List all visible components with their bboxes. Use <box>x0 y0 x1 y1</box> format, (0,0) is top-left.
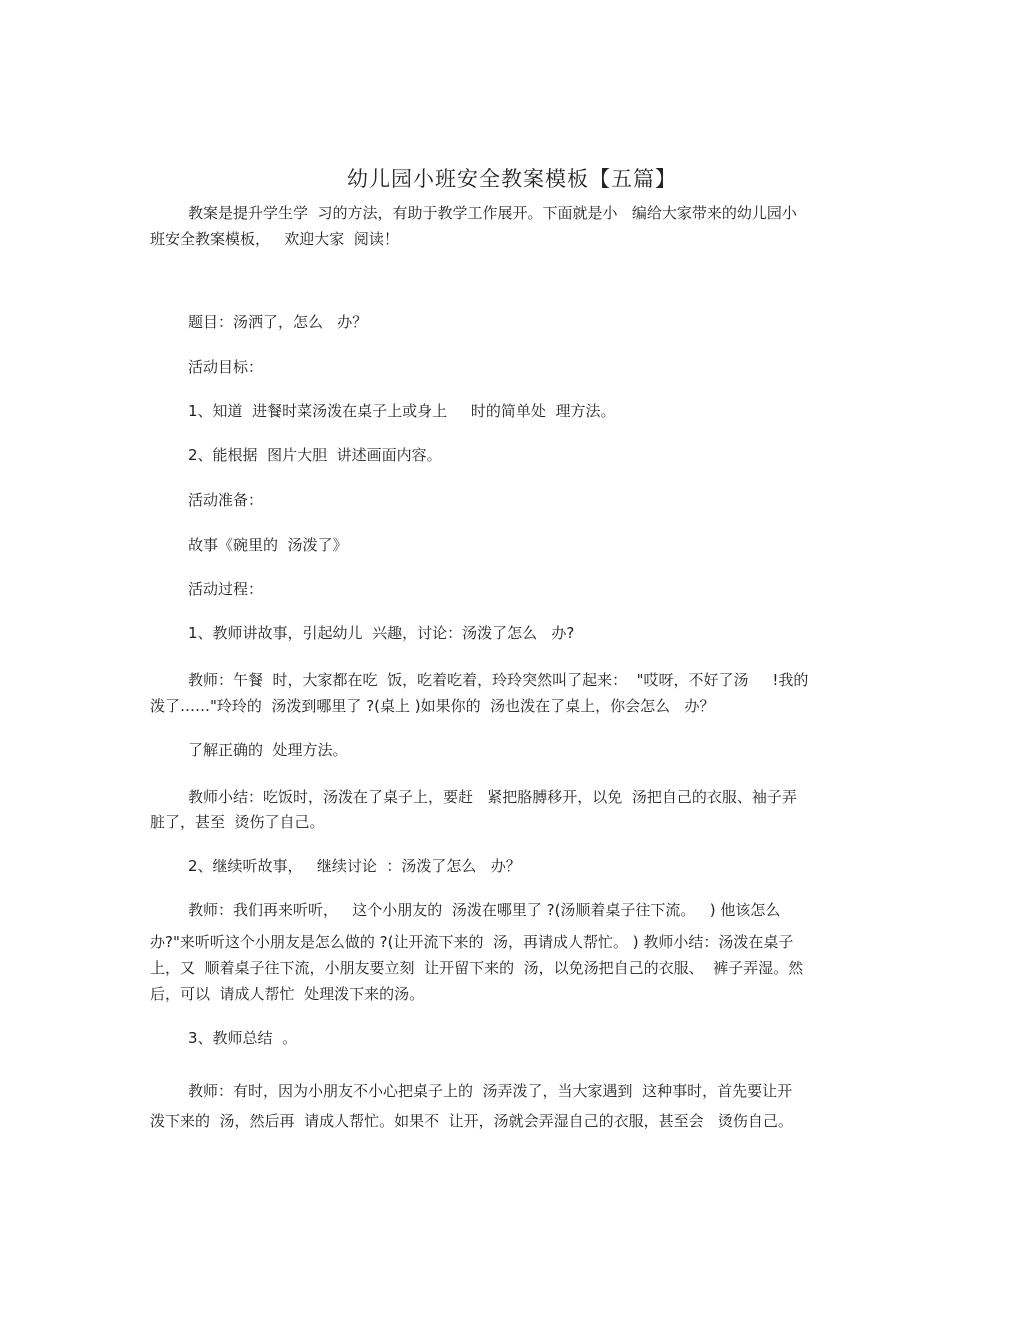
intro-line-1: 教案是提升学生学 习的方法，有助于教学工作展开。下面就是小 编给大家带来的幼儿园小 <box>188 204 797 222</box>
process-heading: 活动过程： <box>188 580 264 598</box>
teacher-2-line-1: 教师：我们再来听听， 这个小朋友的 汤泼在哪里了 ?(汤顺着桌子往下流。 ) 他该怎么 <box>188 901 781 919</box>
goal-item-1: 1、知道 进餐时菜汤泼在桌子上或身上 时的简单处 理方法。 <box>188 402 616 420</box>
teacher-2-line-2: 办?"来听听这个小朋友是怎么做的 ?(让开流下来的 汤，再请成人帮忙。 ) 教师小结：汤泼在桌子 <box>150 933 794 951</box>
goal-item-2: 2、能根据 图片大胆 讲述画面内容。 <box>188 446 442 464</box>
summary-1-line-2: 脏了，甚至 烫伤了自己。 <box>150 813 325 831</box>
teacher-3-line-2: 泼下来的 汤，然后再 请成人帮忙。如果不 让开，汤就会弄湿自己的衣服，甚至会 烫伤自己。 <box>150 1112 793 1130</box>
teacher-1-line-1: 教师：午餐 时，大家都在吃 饭，吃着吃着，玲玲突然叫了起来： "哎呀，不好了汤 !我的 <box>188 671 809 689</box>
topic-heading: 题目：汤洒了，怎么 办？ <box>188 313 368 331</box>
goals-heading: 活动目标： <box>188 358 264 376</box>
prep-story: 故事《碗里的 汤泼了》 <box>188 536 348 554</box>
step-1: 1、教师讲故事，引起幼儿 兴趣，讨论：汤泼了怎么 办? <box>188 624 575 642</box>
prep-heading: 活动准备： <box>188 491 264 509</box>
teacher-1-line-2: 泼了……"玲玲的 汤泼到哪里了 ?(桌上 )如果你的 汤也泼在了桌上，你会怎么 办？ <box>150 697 715 715</box>
intro-line-2: 班安全教案模板， 欢迎大家 阅读！ <box>150 230 399 248</box>
teacher-2-line-3: 上，又 顺着桌子往下流，小朋友要立刻 让开留下来的 汤，以免汤把自己的衣服、 裤子弄湿。然 <box>150 959 804 977</box>
teacher-2-line-4: 后，可以 请成人帮忙 处理泼下来的汤。 <box>150 985 425 1003</box>
teacher-3-line-1: 教师：有时，因为小朋友不小心把桌子上的 汤弄泼了，当大家遇到 这种事时，首先要让开 <box>188 1082 793 1100</box>
step-3: 3、教师总结 。 <box>188 1029 298 1047</box>
summary-1-line-1: 教师小结：吃饭时，汤泼在了桌子上，要赶 紧把胳膊移开，以免 汤把自己的衣服、袖子弄 <box>188 788 797 806</box>
document-title: 幼儿园小班安全教案模板【五篇】 <box>347 167 677 191</box>
step-2: 2、继续听故事， 继续讨论 ：汤泼了怎么 办？ <box>188 857 521 875</box>
understand-text: 了解正确的 处理方法。 <box>188 741 348 759</box>
